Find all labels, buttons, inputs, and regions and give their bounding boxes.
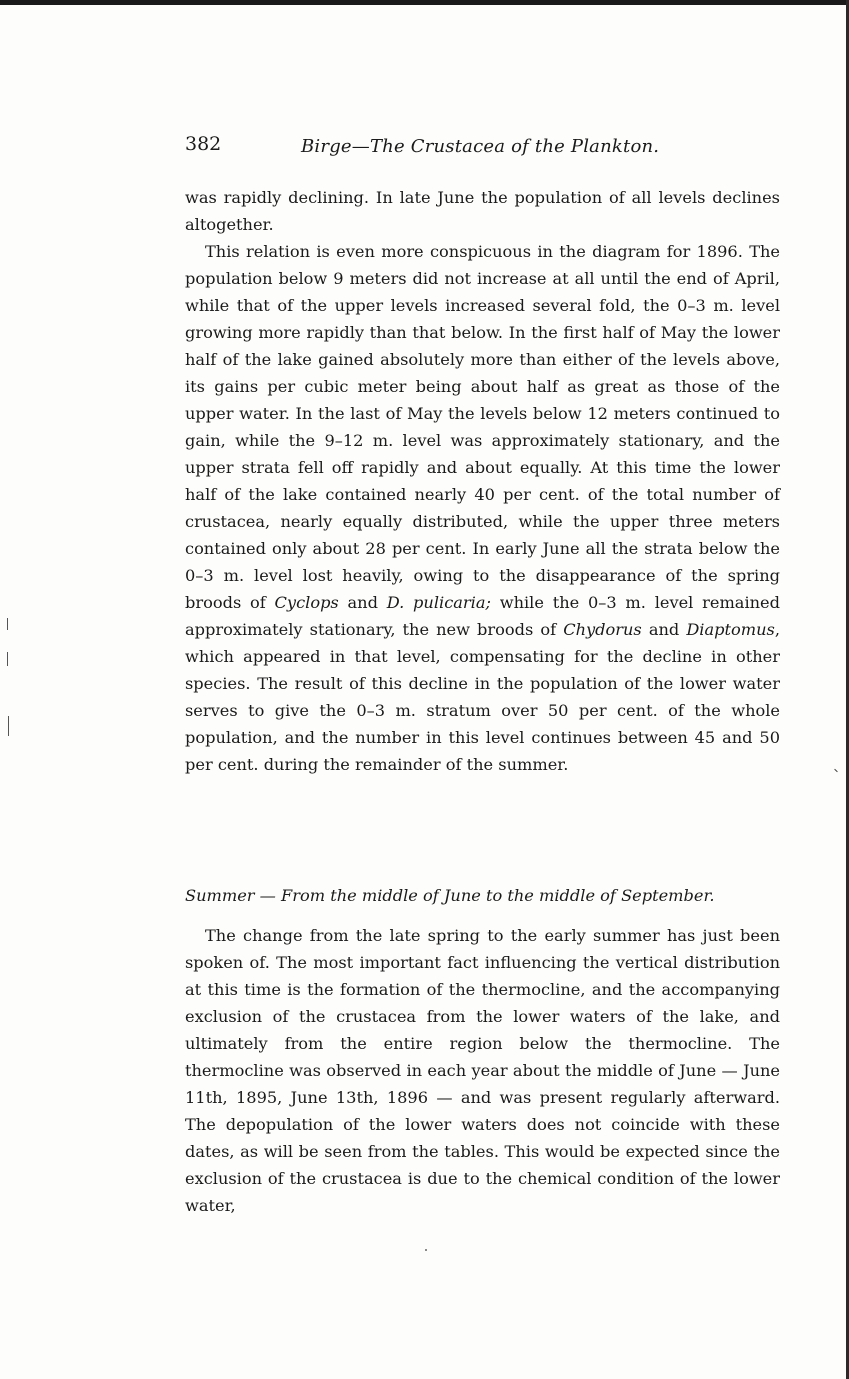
margin-mark [7,618,8,630]
paragraph-text: , which appeared in that level, compensating for the decline in other species. The result of this decline in the population of the lower water serves to give the 0–3 m. stratum over 50 per cent. of the whole population, and the number in this level continues between 45 and 50 per cent. during the remainder of the summer. [185,620,780,774]
paragraph-text: while the 0–3 m. level remained approximately stationary, the new broods of [185,593,780,639]
paragraph: was rapidly declining. In late June the population of all levels declines altogether. [185,188,780,234]
section-heading-summer: Summer — From the middle of June to the middle of September. [185,886,715,905]
page-header [185,133,780,165]
scan-top-edge [0,0,849,5]
section-spring-text [185,184,780,778]
species-name: Cyclops [274,593,339,612]
paragraph-text: and [641,620,687,639]
paragraph: The change from the late spring to the early summer has just been spoken of. The most important fact influencing the vertical distribution at this time is the formation of the thermocline, and the accompanying exclusion of the crustacea from the lower waters of the lake, and ultimately from the entire region below the thermocline. The thermocline was observed in each year about the middle of June — June 11th, 1895, June 13th, 1896 — and was present regularly afterward. The depopulation of the lower waters does not coincide with these dates, as will be seen from the tables. This would be expected since the exclusion of the crustacea is due to the chemical condition of the lower water, [185,926,780,1215]
page-number: 382 [185,133,222,155]
paragraph-text: This relation is even more conspicuous in the diagram for 1896. The population below 9 meters did not increase at all until the end of April, while that of the upper levels increased several fold, the 0–3 m. level growing more rapidly than that below. In the first half of May the lower half of the lake gained absolutely more than either of the levels above, its gains per cubic meter being about half as great as those of the upper water. In the last of May the levels below 12 meters continued to gain, while the 9–12 m. level was approximately stationary, and the upper strata fell off rapidly and about equally. At this time the lower half of the lake contained nearly 40 per cent. of the total number of crustacea, nearly equally distributed, while the upper three meters contained only about 28 per cent. In early June all the strata below the 0–3 m. level lost heavily, owing to the disappearance of the spring broods of [185,242,780,612]
species-name: Diaptomus [686,620,775,639]
section-summer-text [185,922,780,1219]
scan-speck [425,1249,427,1251]
margin-mark [8,716,9,736]
margin-mark [7,652,8,666]
paragraph [185,238,780,778]
running-title: Birge—The Crustacea of the Plankton. [301,136,660,157]
scan-speck [834,769,838,773]
species-name: D. pulicaria; [386,593,491,612]
species-name: Chydorus [563,620,642,639]
paragraph-text: and [338,593,387,612]
